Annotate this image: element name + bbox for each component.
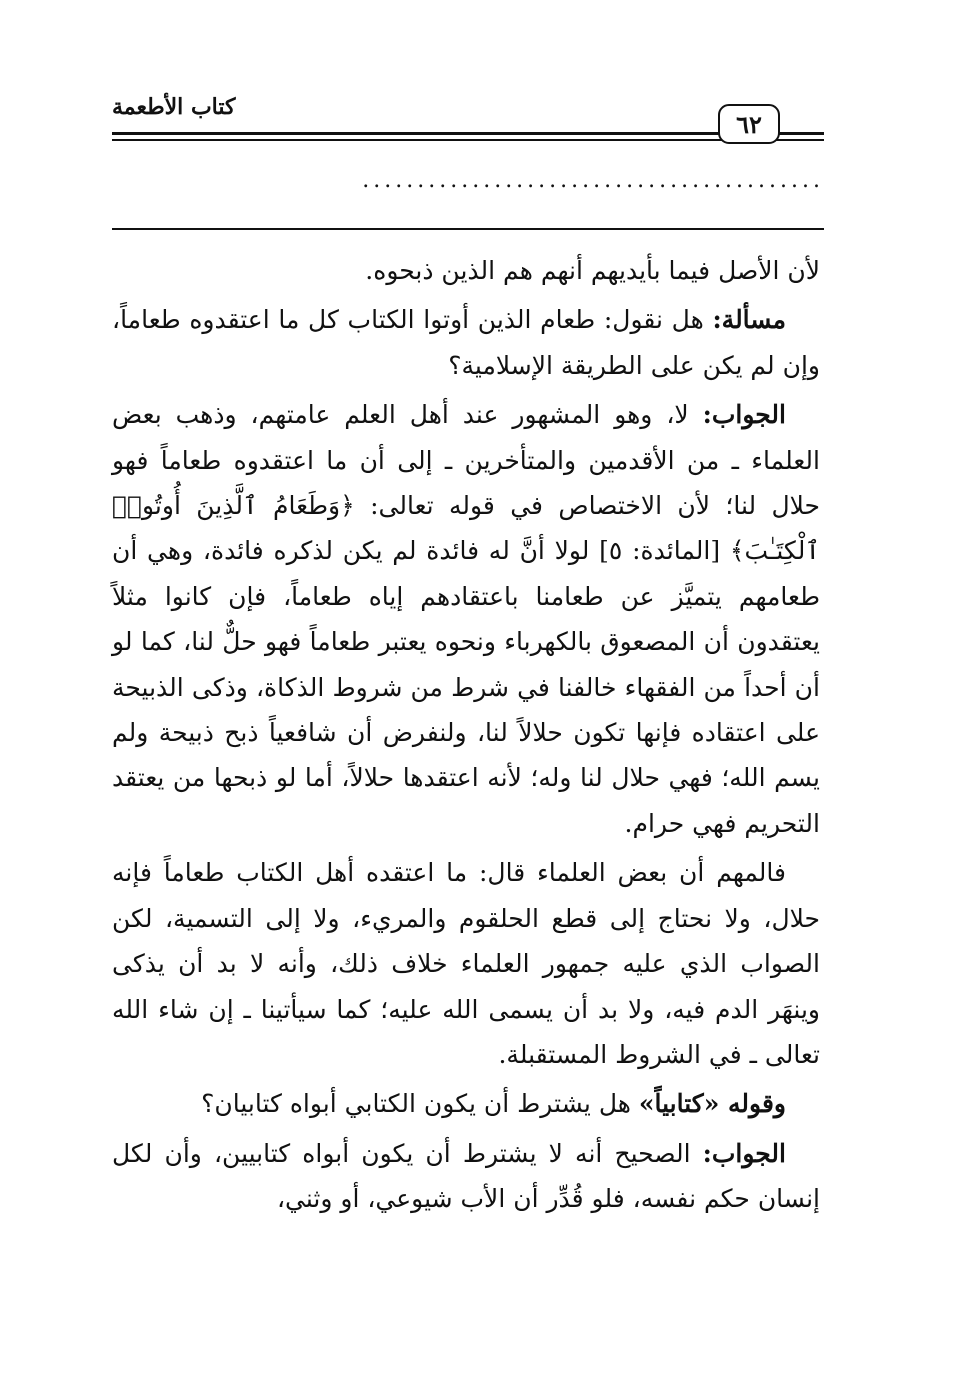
paragraph-1-text: لأن الأصل فيما بأيديهم أنهم هم الذين ذبحوه. — [365, 256, 820, 285]
paragraph-2-lead: مسألة: — [712, 305, 786, 335]
separator-line — [112, 228, 824, 230]
paragraph-2 — [112, 297, 820, 388]
paragraph-1 — [112, 248, 820, 293]
paragraph-6-text: الصحيح أنه لا يشترط أن يكون أبواه كتابيين، وأن لكل إنسان حكم نفسه، فلو قُدِّر أن الأب شيوعي، أو وثني، — [112, 1138, 820, 1214]
paragraph-5-text: هل يشترط أن يكون الكتابي أبواه كتابيان؟ — [201, 1089, 639, 1119]
paragraph-6-lead: الجواب: — [702, 1138, 786, 1168]
header-rule-bottom — [112, 139, 824, 141]
paragraph-3-lead: الجواب: — [702, 400, 786, 430]
paragraph-6 — [112, 1131, 820, 1222]
page-header — [112, 88, 824, 150]
paragraph-4-text: فالمهم أن بعض العلماء قال: ما اعتقده أهل الكتاب طعاماً فإنه حلال، ولا نحتاج إلى قطع الحلقوم والمريء، ولا إلى التسمية، لكن الصواب الذي عليه جمهور العلماء خلاف ذلك، وأنه لا بد أن يذكى وينهَر الدم فيه، ولا بد أن يسمى الله عليه؛ كما سيأتينا ـ إن شاء الله تعالى ـ في الشروط المستقبلة. — [112, 858, 820, 1069]
paragraph-5 — [112, 1081, 820, 1126]
paragraph-3 — [112, 392, 820, 846]
paragraph-5-lead: وقوله «كتابياً» — [638, 1089, 786, 1119]
paragraph-3-text: لا، وهو المشهور عند أهل العلم عامتهم، وذهب بعض العلماء ـ من الأقدمين والمتأخرين ـ إلى أن ما اعتقدوه طعاماً فهو حلال لنا؛ لأن الاختصاص في قوله تعالى: ﴿وَطَعَامُ ٱلَّذِينَ أُوتُوا۟ ٱلْكِتَـٰبَ﴾ [المائدة: ٥] لولا أنَّ له فائدة لم يكن لذكره فائدة، وهي أن طعامهم يتميَّز عن طعامنا باعتقادهم إياه طعاماً، فإن كانوا مثلاً يعتقدون أن المصعوق بالكهرباء ونحوه يعتبر طعاماً فهو حلٌّ لنا، كما لو أن أحداً من الفقهاء خالفنا في شرط من شروط الذكاة، وذكى الذبيحة على اعتقاده فإنها تكون حلالاً لنا، ولنفرض أن شافعياً ذبح ذبيحة ولم يسم الله؛ فهي حلال لنا وله؛ لأنه اعتقدها حلالاً، أما لو ذبحها من يعتقد التحريم فهي حرام. — [112, 400, 820, 838]
running-title: كتاب الأطعمة — [112, 94, 236, 120]
paragraph-4 — [112, 850, 820, 1077]
page-number: ٦٢ — [718, 104, 780, 144]
main-text — [112, 248, 820, 1226]
paragraph-2-text: هل نقول: طعام الذين أوتوا الكتاب كل ما اعتقدوه طعاماً، وإن لم يكن على الطريقة الإسلامية؟ — [112, 305, 820, 380]
dotted-line: .......................................... — [362, 168, 824, 193]
